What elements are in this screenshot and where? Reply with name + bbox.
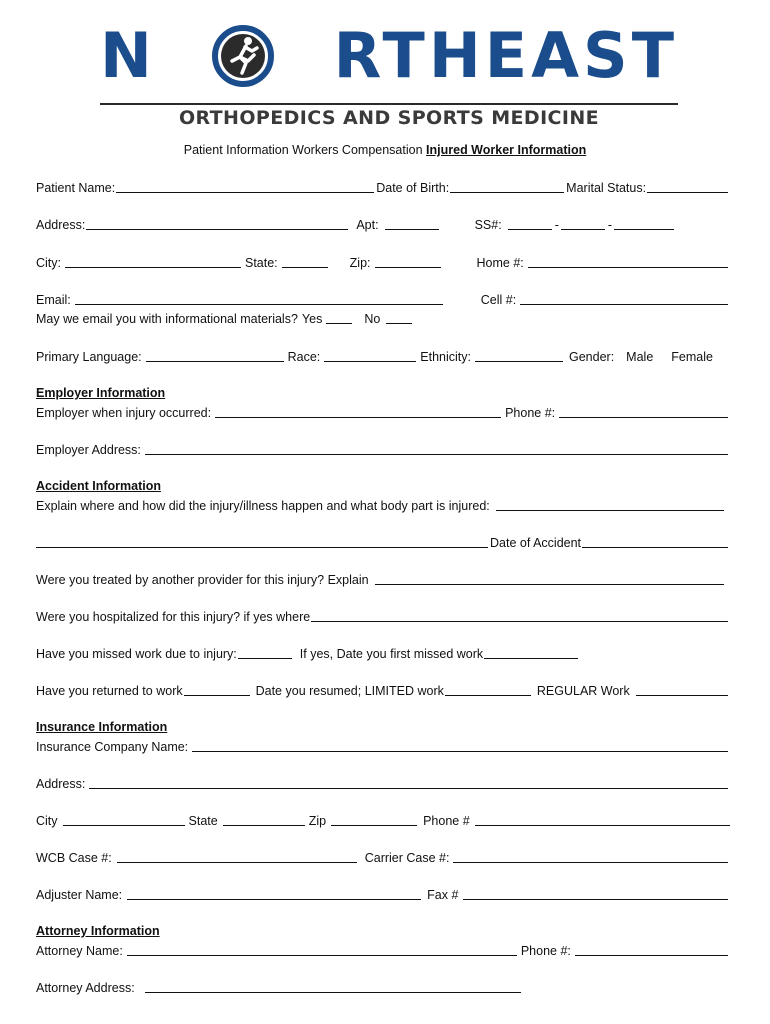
patient-name-label: Patient Name: [36, 181, 116, 195]
row-email-consent [36, 311, 730, 326]
accident-explain-label: Explain where and how did the injury/illness happen and what body part is injured: [36, 499, 490, 513]
missed-work-field[interactable] [238, 646, 292, 659]
running-person-icon [212, 25, 274, 87]
gender-label: Gender: [569, 350, 615, 364]
logo-divider [100, 103, 678, 105]
ssn-label: SS#: [474, 218, 502, 232]
row-accident-date [36, 535, 730, 550]
email-consent-no-field[interactable] [386, 311, 412, 324]
logo-letter-n: N [100, 19, 152, 92]
row-insurance-company [36, 739, 730, 754]
treated-field[interactable] [375, 572, 724, 585]
ssn-field-2[interactable] [561, 217, 605, 230]
row-address [36, 217, 730, 232]
accident-explain-field[interactable] [496, 498, 724, 511]
treated-label: Were you treated by another provider for this injury? Explain [36, 573, 369, 587]
insurance-section-heading: Insurance Information [36, 720, 168, 734]
carrier-case-field[interactable] [453, 850, 728, 863]
row-treated [36, 572, 726, 587]
ssn-field-3[interactable] [614, 217, 674, 230]
resumed-limited-label: Date you resumed; LIMITED work [255, 684, 444, 698]
logo-letters-rest: RTHEAST [333, 19, 678, 92]
dob-label: Date of Birth: [376, 181, 450, 195]
insurance-phone-field[interactable] [475, 813, 730, 826]
returned-work-field[interactable] [184, 683, 250, 696]
gender-female-option[interactable]: Female [671, 350, 713, 364]
patient-name-field[interactable] [116, 180, 374, 193]
zip-field[interactable] [375, 255, 441, 268]
apt-label: Apt: [356, 218, 379, 232]
state-label: State: [245, 256, 278, 270]
regular-work-field[interactable] [636, 683, 728, 696]
insurance-company-field[interactable] [192, 739, 728, 752]
email-consent-yes-label: Yes [301, 312, 323, 326]
first-missed-label: If yes, Date you first missed work [299, 647, 484, 661]
gender-male-option[interactable]: Male [626, 350, 654, 364]
insurance-zip-field[interactable] [331, 813, 417, 826]
row-missed-work [36, 646, 730, 661]
race-field[interactable] [324, 349, 416, 362]
row-accident-explain [36, 498, 726, 513]
missed-work-label: Have you missed work due to injury: [36, 647, 237, 661]
insurance-state-field[interactable] [223, 813, 305, 826]
form-title-prefix: Patient Information Workers Compensation [183, 143, 423, 157]
accident-date-field[interactable] [582, 535, 728, 548]
email-consent-no-label: No [364, 312, 381, 326]
employer-phone-label: Phone #: [505, 406, 556, 420]
insurance-company-label: Insurance Company Name: [36, 740, 189, 754]
row-attorney-address [36, 980, 730, 995]
logo-subtitle: ORTHOPEDICS AND SPORTS MEDICINE [178, 107, 600, 129]
ssn-dash-2: - [607, 218, 613, 232]
ssn-dash-1: - [554, 218, 559, 232]
insurance-zip-label: Zip [308, 814, 327, 828]
hospitalized-field[interactable] [311, 609, 728, 622]
email-field[interactable] [75, 292, 443, 305]
ethnicity-label: Ethnicity: [420, 350, 471, 364]
insurance-city-field[interactable] [63, 813, 185, 826]
insurance-address-label: Address: [36, 777, 86, 791]
adjuster-name-label: Adjuster Name: [36, 888, 123, 902]
form-title [0, 143, 770, 157]
employer-address-field[interactable] [145, 442, 728, 455]
home-phone-label: Home #: [476, 256, 524, 270]
race-label: Race: [287, 350, 321, 364]
marital-status-field[interactable] [647, 180, 728, 193]
apt-field[interactable] [385, 217, 439, 230]
attorney-section-heading: Attorney Information [36, 924, 160, 938]
city-label: City: [36, 256, 61, 270]
attorney-name-label: Attorney Name: [36, 944, 123, 958]
wcb-case-label: WCB Case #: [36, 851, 112, 865]
cell-phone-field[interactable] [520, 292, 728, 305]
fax-label: Fax # [427, 888, 459, 902]
ethnicity-field[interactable] [475, 349, 563, 362]
employer-section-heading: Employer Information [36, 386, 166, 400]
row-returned-work [36, 683, 730, 698]
insurance-state-label: State [188, 814, 218, 828]
resumed-limited-field[interactable] [445, 683, 531, 696]
first-missed-field[interactable] [484, 646, 578, 659]
row-employer-address [36, 442, 730, 457]
cell-phone-label: Cell #: [480, 293, 517, 307]
row-attorney-name [36, 943, 730, 958]
city-field[interactable] [65, 255, 241, 268]
fax-field[interactable] [463, 887, 728, 900]
company-logo [100, 18, 678, 130]
row-case-numbers [36, 850, 730, 865]
ssn-field-1[interactable] [508, 217, 552, 230]
email-label: Email: [36, 293, 71, 307]
row-demographics [36, 349, 730, 364]
attorney-name-field[interactable] [127, 943, 517, 956]
employer-phone-field[interactable] [559, 405, 728, 418]
row-patient-name [36, 180, 730, 195]
address-field[interactable] [86, 217, 348, 230]
zip-label: Zip: [349, 256, 371, 270]
insurance-phone-label: Phone # [423, 814, 470, 828]
address-label: Address: [36, 218, 86, 232]
accident-section-heading: Accident Information [36, 479, 162, 493]
insurance-address-field[interactable] [89, 776, 728, 789]
row-city-state [36, 255, 730, 270]
employer-field[interactable] [215, 405, 501, 418]
form-title-emphasis: Injured Worker Information [426, 143, 587, 157]
logo-wordmark [100, 18, 678, 94]
attorney-address-field[interactable] [145, 980, 521, 993]
wcb-case-field[interactable] [117, 850, 357, 863]
insurance-city-label: City [36, 814, 58, 828]
attorney-address-label: Attorney Address: [36, 981, 135, 995]
row-email [36, 292, 730, 307]
attorney-phone-label: Phone #: [520, 944, 571, 958]
row-insurance-city [36, 813, 732, 828]
marital-status-label: Marital Status: [566, 181, 647, 195]
row-adjuster [36, 887, 730, 902]
accident-date-label: Date of Accident [490, 536, 582, 550]
hospitalized-label: Were you hospitalized for this injury? if yes where [36, 610, 311, 624]
carrier-case-label: Carrier Case #: [364, 851, 450, 865]
regular-work-label: REGULAR Work [536, 684, 630, 698]
adjuster-name-field[interactable] [127, 887, 421, 900]
email-consent-label: May we email you with informational materials? [36, 312, 298, 326]
dob-field[interactable] [450, 180, 564, 193]
primary-language-field[interactable] [146, 349, 284, 362]
employer-address-label: Employer Address: [36, 443, 141, 457]
returned-work-label: Have you returned to work [36, 684, 183, 698]
row-insurance-address [36, 776, 730, 791]
primary-language-label: Primary Language: [36, 350, 142, 364]
row-hospitalized [36, 609, 730, 624]
row-employer [36, 405, 730, 420]
email-consent-yes-field[interactable] [326, 311, 352, 324]
attorney-phone-field[interactable] [575, 943, 728, 956]
accident-explain-continued-field[interactable] [36, 535, 488, 548]
state-field[interactable] [282, 255, 328, 268]
employer-label: Employer when injury occurred: [36, 406, 212, 420]
home-phone-field[interactable] [528, 255, 728, 268]
